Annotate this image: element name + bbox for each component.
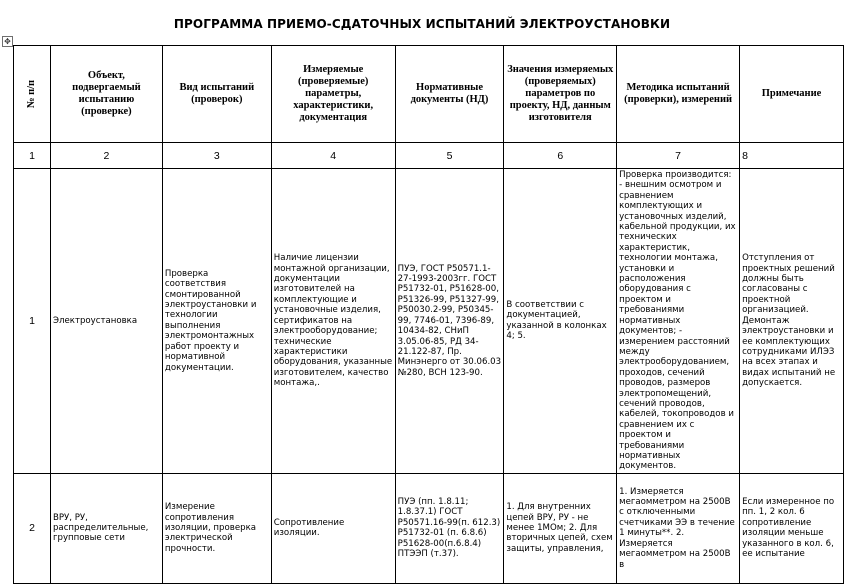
row-note: Отступления от проектных решений должны быть согласованы с проектной организацией. Демонтаж электроустановки и ее комплектующих сотрудниками ИЛЭЗ на всех этапах и видах испытаний не допускается. (740, 169, 844, 474)
row-test-type: Проверка соответствия смонтированной электроустановки и технологии выполнения электромонтажных работ проекту и нормативной документации. (162, 169, 271, 474)
table-move-handle-icon[interactable]: ✥ (2, 36, 13, 47)
row-nd: ПУЭ (пп. 1.8.11; 1.8.37.1) ГОСТ Р50571.16-99(п. 612.3) Р51732-01 (п. 6.8.6) Р51628-00(п.6.8.4) ПТЭЭП (т.37). (395, 473, 504, 583)
row-nd: ПУЭ, ГОСТ Р50571.1-27-1993-2003гг. ГОСТ Р51732-01, Р51628-00, Р51326-99, Р51327-99, Р50030.2-99, Р50345-99, 7746-01, 7396-89, 10434-82, СНиП 3.05.06-85, РД 34-21.122-87, Пр. Минэнерго от 30.06.03 №280, ВСН 123-90. (395, 169, 504, 474)
row-number: 2 (14, 473, 51, 583)
document-title: ПРОГРАММА ПРИЕМО-СДАТОЧНЫХ ИСПЫТАНИЙ ЭЛЕКТРОУСТАНОВКИ (173, 17, 671, 31)
column-number: 7 (617, 143, 740, 169)
table-row (14, 169, 844, 474)
column-numbers-row (14, 143, 844, 169)
test-program-table (13, 45, 844, 584)
row-method: 1. Измеряется мегаомметром на 2500В с отключенными счетчиками ЭЭ в течение 1 минуты**. 2. Измеряется мегаомметром на 2500В в (617, 473, 740, 583)
row-note: Если измеренное по пп. 1, 2 кол. 6 сопротивление изоляции меньше указанного в кол. 6, ее испытание (740, 473, 844, 583)
row-values: 1. Для внутренних цепей ВРУ, РУ - не менее 1МОм; 2. Для вторичных цепей, схем защиты, управления, (504, 473, 617, 583)
header-num: № п/п (14, 46, 51, 143)
header-nd: Нормативные документы (НД) (395, 46, 504, 143)
row-values: В соответствии с документацией, указанной в колонках 4; 5. (504, 169, 617, 474)
header-row (14, 46, 844, 143)
row-object: ВРУ, РУ, распределительные, групповые сети (50, 473, 162, 583)
column-number: 3 (162, 143, 271, 169)
row-test-type: Измерение сопротивления изоляции, проверка электрической прочности. (162, 473, 271, 583)
column-number: 6 (504, 143, 617, 169)
header-note: Примечание (740, 46, 844, 143)
column-number: 4 (271, 143, 395, 169)
row-object: Электроустановка (50, 169, 162, 474)
header-test-type: Вид испытаний (проверок) (162, 46, 271, 143)
column-number: 1 (14, 143, 51, 169)
table-row (14, 473, 844, 583)
row-number: 1 (14, 169, 51, 474)
column-number: 5 (395, 143, 504, 169)
row-parameters: Наличие лицензии монтажной организации, документации изготовителей на комплектующие и установочные изделия, сертификатов на электрооборудование; технические характеристики оборудования, указанные изготовителем, качество монтажа,. (271, 169, 395, 474)
row-parameters: Сопротивление изоляции. (271, 473, 395, 583)
header-object: Объект, подвергаемый испытанию (проверке) (50, 46, 162, 143)
header-method: Методика испытаний (проверки), измерений (617, 46, 740, 143)
header-values: Значения измеряемых (проверяемых) параметров по проекту, НД, данным изготовителя (504, 46, 617, 143)
header-parameters: Измеряемые (проверяемые) параметры, характеристики, документация (271, 46, 395, 143)
column-number: 2 (50, 143, 162, 169)
row-method: Проверка производится: - внешним осмотром и сравнением комплектующих и установочных изделий, кабельной продукции, их технических характеристик, технологии монтажа, установки и расположения оборудования с проектом и требованиями нормативных документов; - измерением расстояний между электрооборудованием, проходов, сечений проводов, размеров электропомещений, сечений проводов, кабелей, токопроводов и сравнением их с проектом и требованиями нормативных документов. (617, 169, 740, 474)
column-number: 8 (740, 143, 844, 169)
